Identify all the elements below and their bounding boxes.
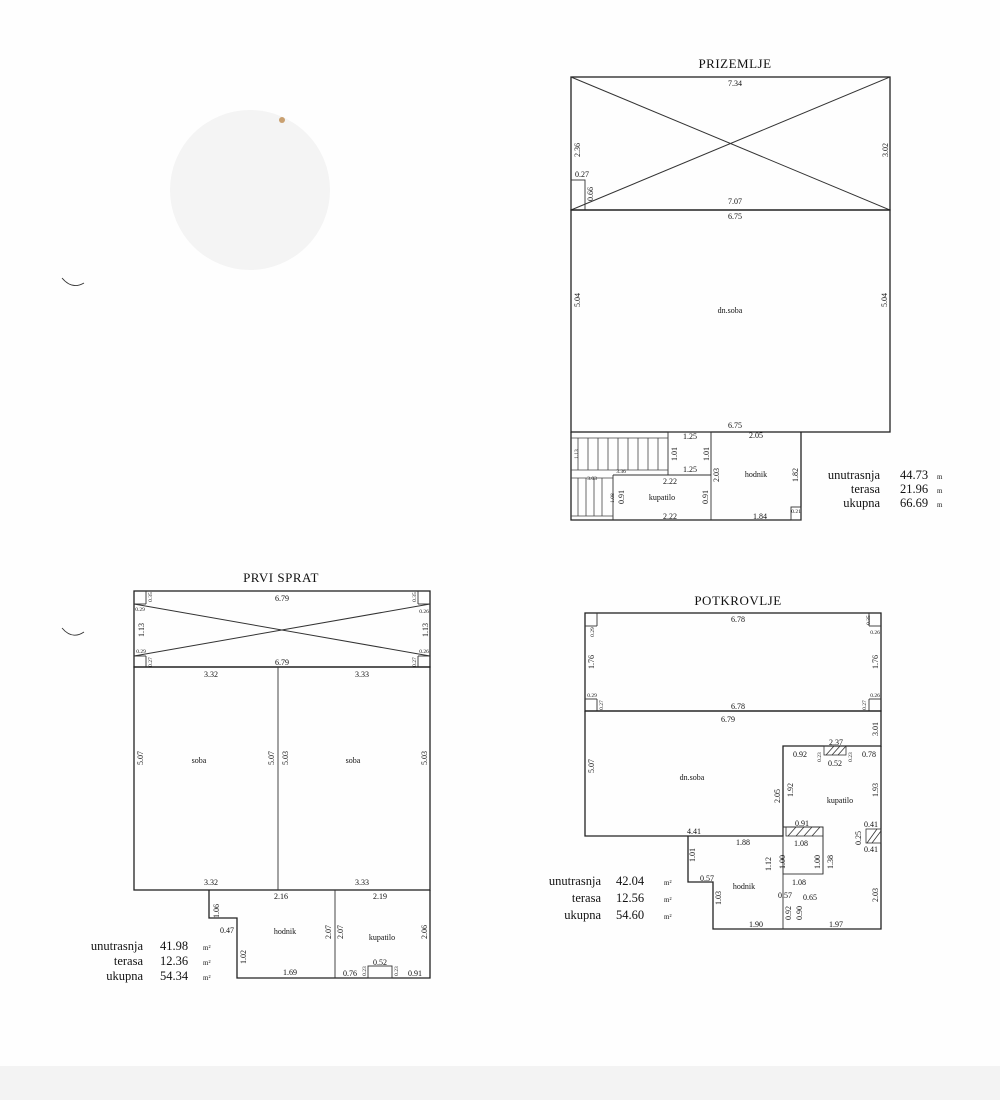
- dimension-label: 0.29: [590, 627, 596, 637]
- dimension-label: 0.25: [854, 831, 863, 845]
- dimension-label: 7.07: [728, 197, 742, 206]
- dimension-label: 1.13: [574, 449, 580, 459]
- dimension-label: 0.27: [148, 657, 154, 667]
- room-label: dn.soba: [717, 306, 743, 315]
- plan-prvi-sprat: [91, 570, 430, 983]
- room-label: kupatilo: [826, 796, 854, 805]
- dimension-label: 6.79: [275, 594, 289, 603]
- dimension-label: 2.36: [573, 143, 582, 157]
- area-unit: m: [937, 473, 943, 481]
- area-value: 21.96: [900, 482, 929, 496]
- room-label: kupatilo: [368, 933, 396, 942]
- dimension-label: 5.07: [136, 751, 145, 765]
- dimension-label: 2.22: [663, 477, 677, 486]
- punch-mark-bottom: [62, 628, 84, 635]
- dimension-label: 1.69: [283, 968, 297, 977]
- dimension-label: 0.27: [599, 700, 605, 710]
- punch-mark-top: [62, 278, 84, 286]
- plan-title: POTKROVLJE: [694, 593, 782, 608]
- dimension-label: 2.22: [663, 512, 677, 521]
- dimension-label: 0.21: [791, 509, 801, 515]
- dimension-label: 0.90: [795, 906, 804, 920]
- area-label: unutrasnja: [548, 874, 601, 888]
- area-value: 44.73: [900, 468, 929, 482]
- room-label: soba: [191, 756, 207, 765]
- dimension-label: 1.01: [702, 447, 711, 461]
- dimension-label: 1.12: [764, 857, 773, 871]
- dimension-label: 0.41: [864, 820, 878, 829]
- area-unit: m²: [203, 974, 211, 982]
- area-label: ukupna: [106, 969, 143, 983]
- area-value: 54.60: [616, 908, 645, 922]
- chimney-hatch: [824, 746, 846, 755]
- dimension-label: 0.26: [419, 609, 429, 615]
- area-label: terasa: [850, 482, 880, 496]
- plan-potkrovlje: [549, 593, 881, 929]
- dimension-label: 3.32: [204, 878, 218, 887]
- dimension-label: 6.79: [721, 715, 735, 724]
- dimension-label: 2.03: [871, 888, 880, 902]
- dimension-label: 0.35: [866, 615, 872, 625]
- dimension-label: 3.01: [871, 722, 880, 736]
- dimension-label: 1.03: [714, 891, 723, 905]
- dimension-label: 5.03: [281, 751, 290, 765]
- dimension-label: 1.08: [610, 493, 616, 503]
- living-room-outline: [585, 711, 881, 836]
- dimension-label: 0.26: [419, 649, 429, 655]
- area-value: 66.69: [900, 496, 929, 510]
- dimension-label: 2.07: [336, 925, 345, 939]
- room-label: dn.soba: [679, 773, 705, 782]
- dimension-label: 5.03: [420, 751, 429, 765]
- dimension-label: 3.02: [881, 143, 890, 157]
- area-summary: [828, 468, 943, 510]
- dimension-label: 4.41: [687, 827, 701, 836]
- room-label: soba: [345, 756, 361, 765]
- area-value: 12.56: [616, 891, 645, 905]
- dimension-label: 0.57: [700, 874, 714, 883]
- dimension-label: 0.47: [220, 926, 234, 935]
- dimension-label: 0.57: [778, 891, 792, 900]
- dimension-label: 6.75: [728, 212, 742, 221]
- dimension-label: 1.13: [421, 623, 430, 637]
- dimension-label: 0.27: [575, 170, 589, 179]
- dimension-label: 0.91: [408, 969, 422, 978]
- dimension-label: 0.76: [343, 969, 357, 978]
- dimension-label: 2.16: [274, 892, 288, 901]
- dimension-label: 1.01: [688, 848, 697, 862]
- dimension-label: 2.37: [829, 738, 843, 747]
- dimension-label: 1.82: [791, 468, 800, 482]
- dimension-label: 1.84: [753, 512, 767, 521]
- dimension-label: 3.03: [587, 476, 597, 482]
- dimension-label: 0.35: [412, 592, 418, 602]
- chimney-hatch: [786, 827, 823, 836]
- dimension-label: 0.29: [587, 693, 597, 699]
- area-unit: m²: [664, 913, 672, 921]
- dimension-label: 2.03: [712, 468, 721, 482]
- dimension-label: 2.06: [420, 925, 429, 939]
- dimension-label: 5.04: [573, 293, 582, 307]
- dimension-label: 6.78: [731, 702, 745, 711]
- dimension-label: 0.29: [135, 607, 145, 613]
- dimension-label: 1.02: [239, 950, 248, 964]
- dimension-label: 0.65: [803, 893, 817, 902]
- dimension-label: 3.33: [355, 670, 369, 679]
- area-value: 41.98: [160, 939, 189, 953]
- dimension-label: 0.29: [136, 649, 146, 655]
- chimney-hatch: [866, 829, 881, 843]
- shower-niche: [368, 966, 392, 978]
- dimension-label: 0.92: [793, 750, 807, 759]
- area-value: 42.04: [616, 874, 645, 888]
- dimension-label: 5.07: [587, 759, 596, 773]
- dimension-label: 1.38: [826, 855, 835, 869]
- dimension-label: 1.90: [749, 920, 763, 929]
- area-summary: [91, 939, 211, 983]
- dimension-label: 0.26: [870, 693, 880, 699]
- dimension-label: 0.91: [795, 819, 809, 828]
- scan-smudge: [170, 110, 330, 270]
- dimension-label: 0.23: [817, 752, 823, 762]
- dimension-label: 1.00: [778, 855, 787, 869]
- area-unit: m²: [203, 959, 211, 967]
- scan-spot: [279, 117, 285, 123]
- area-unit: m²: [664, 879, 672, 887]
- dimension-label: 0.66: [586, 187, 595, 201]
- dimension-label: 1.88: [736, 838, 750, 847]
- dimension-label: 3.32: [204, 670, 218, 679]
- area-summary: [549, 874, 672, 922]
- dimension-label: 0.78: [862, 750, 876, 759]
- dimension-label: 2.05: [749, 431, 763, 440]
- dimension-label: 1.76: [871, 655, 880, 669]
- area-label: ukupna: [843, 496, 880, 510]
- dimension-label: 0.23: [848, 752, 854, 762]
- dimension-label: 1.76: [587, 655, 596, 669]
- area-label: ukupna: [564, 908, 601, 922]
- area-label: terasa: [113, 954, 143, 968]
- living-room-outline: [571, 210, 890, 432]
- dimension-label: 1.08: [792, 878, 806, 887]
- area-value: 54.34: [160, 969, 189, 983]
- bedrooms-outline: [134, 667, 430, 890]
- area-unit: m²: [664, 896, 672, 904]
- dimension-label: 6.78: [731, 615, 745, 624]
- dimension-label: 0.92: [784, 906, 793, 920]
- dimension-label: 2.07: [324, 925, 333, 939]
- plan-prizemlje: [571, 56, 943, 521]
- room-label: hodnik: [744, 470, 768, 479]
- dimension-label: 0.91: [617, 490, 626, 504]
- dimension-label: 0.26: [870, 630, 880, 636]
- dimension-label: 1.08: [794, 839, 808, 848]
- dimension-label: 1.92: [786, 783, 795, 797]
- dimension-label: 0.23: [362, 966, 368, 976]
- dimension-label: 0.91: [701, 490, 710, 504]
- area-label: unutrasnja: [827, 468, 880, 482]
- dimension-label: 7.34: [728, 79, 742, 88]
- dimension-label: 0.23: [394, 966, 400, 976]
- area-unit: m: [937, 501, 943, 509]
- dimension-label: 1.01: [670, 447, 679, 461]
- scan-edge: [0, 1066, 1000, 1100]
- dimension-label: 1.25: [683, 432, 697, 441]
- area-label: terasa: [571, 891, 601, 905]
- dimension-label: 6.75: [728, 421, 742, 430]
- dimension-label: 0.41: [864, 845, 878, 854]
- dimension-label: 1.97: [829, 920, 843, 929]
- dimension-label: 1.93: [871, 783, 880, 797]
- dimension-label: 2.05: [773, 789, 782, 803]
- area-label: unutrasnja: [90, 939, 143, 953]
- dimension-label: 6.79: [275, 658, 289, 667]
- dimension-label: 2.19: [373, 892, 387, 901]
- dimension-label: 3.33: [355, 878, 369, 887]
- dimension-label: 0.27: [862, 700, 868, 710]
- room-label: hodnik: [273, 927, 297, 936]
- area-value: 12.36: [160, 954, 189, 968]
- dimension-label: 0.27: [412, 657, 418, 667]
- room-label: hodnik: [732, 882, 756, 891]
- dimension-label: 0.52: [828, 759, 842, 768]
- dimension-label: 1.13: [137, 623, 146, 637]
- dimension-label: 0.52: [373, 958, 387, 967]
- dimension-label: 1.00: [813, 855, 822, 869]
- terrace-outline: [585, 613, 881, 711]
- area-unit: m: [937, 487, 943, 495]
- room-label: kupatilo: [648, 493, 676, 502]
- dimension-label: 1.06: [212, 904, 221, 918]
- plan-title: PRVI SPRAT: [243, 570, 319, 585]
- dimension-label: 3.36: [616, 469, 626, 475]
- area-unit: m²: [203, 944, 211, 952]
- plan-title: PRIZEMLJE: [698, 56, 772, 71]
- dimension-label: 1.25: [683, 465, 697, 474]
- dimension-label: 5.07: [267, 751, 276, 765]
- dimension-label: 5.04: [880, 293, 889, 307]
- dimension-label: 0.35: [148, 592, 154, 602]
